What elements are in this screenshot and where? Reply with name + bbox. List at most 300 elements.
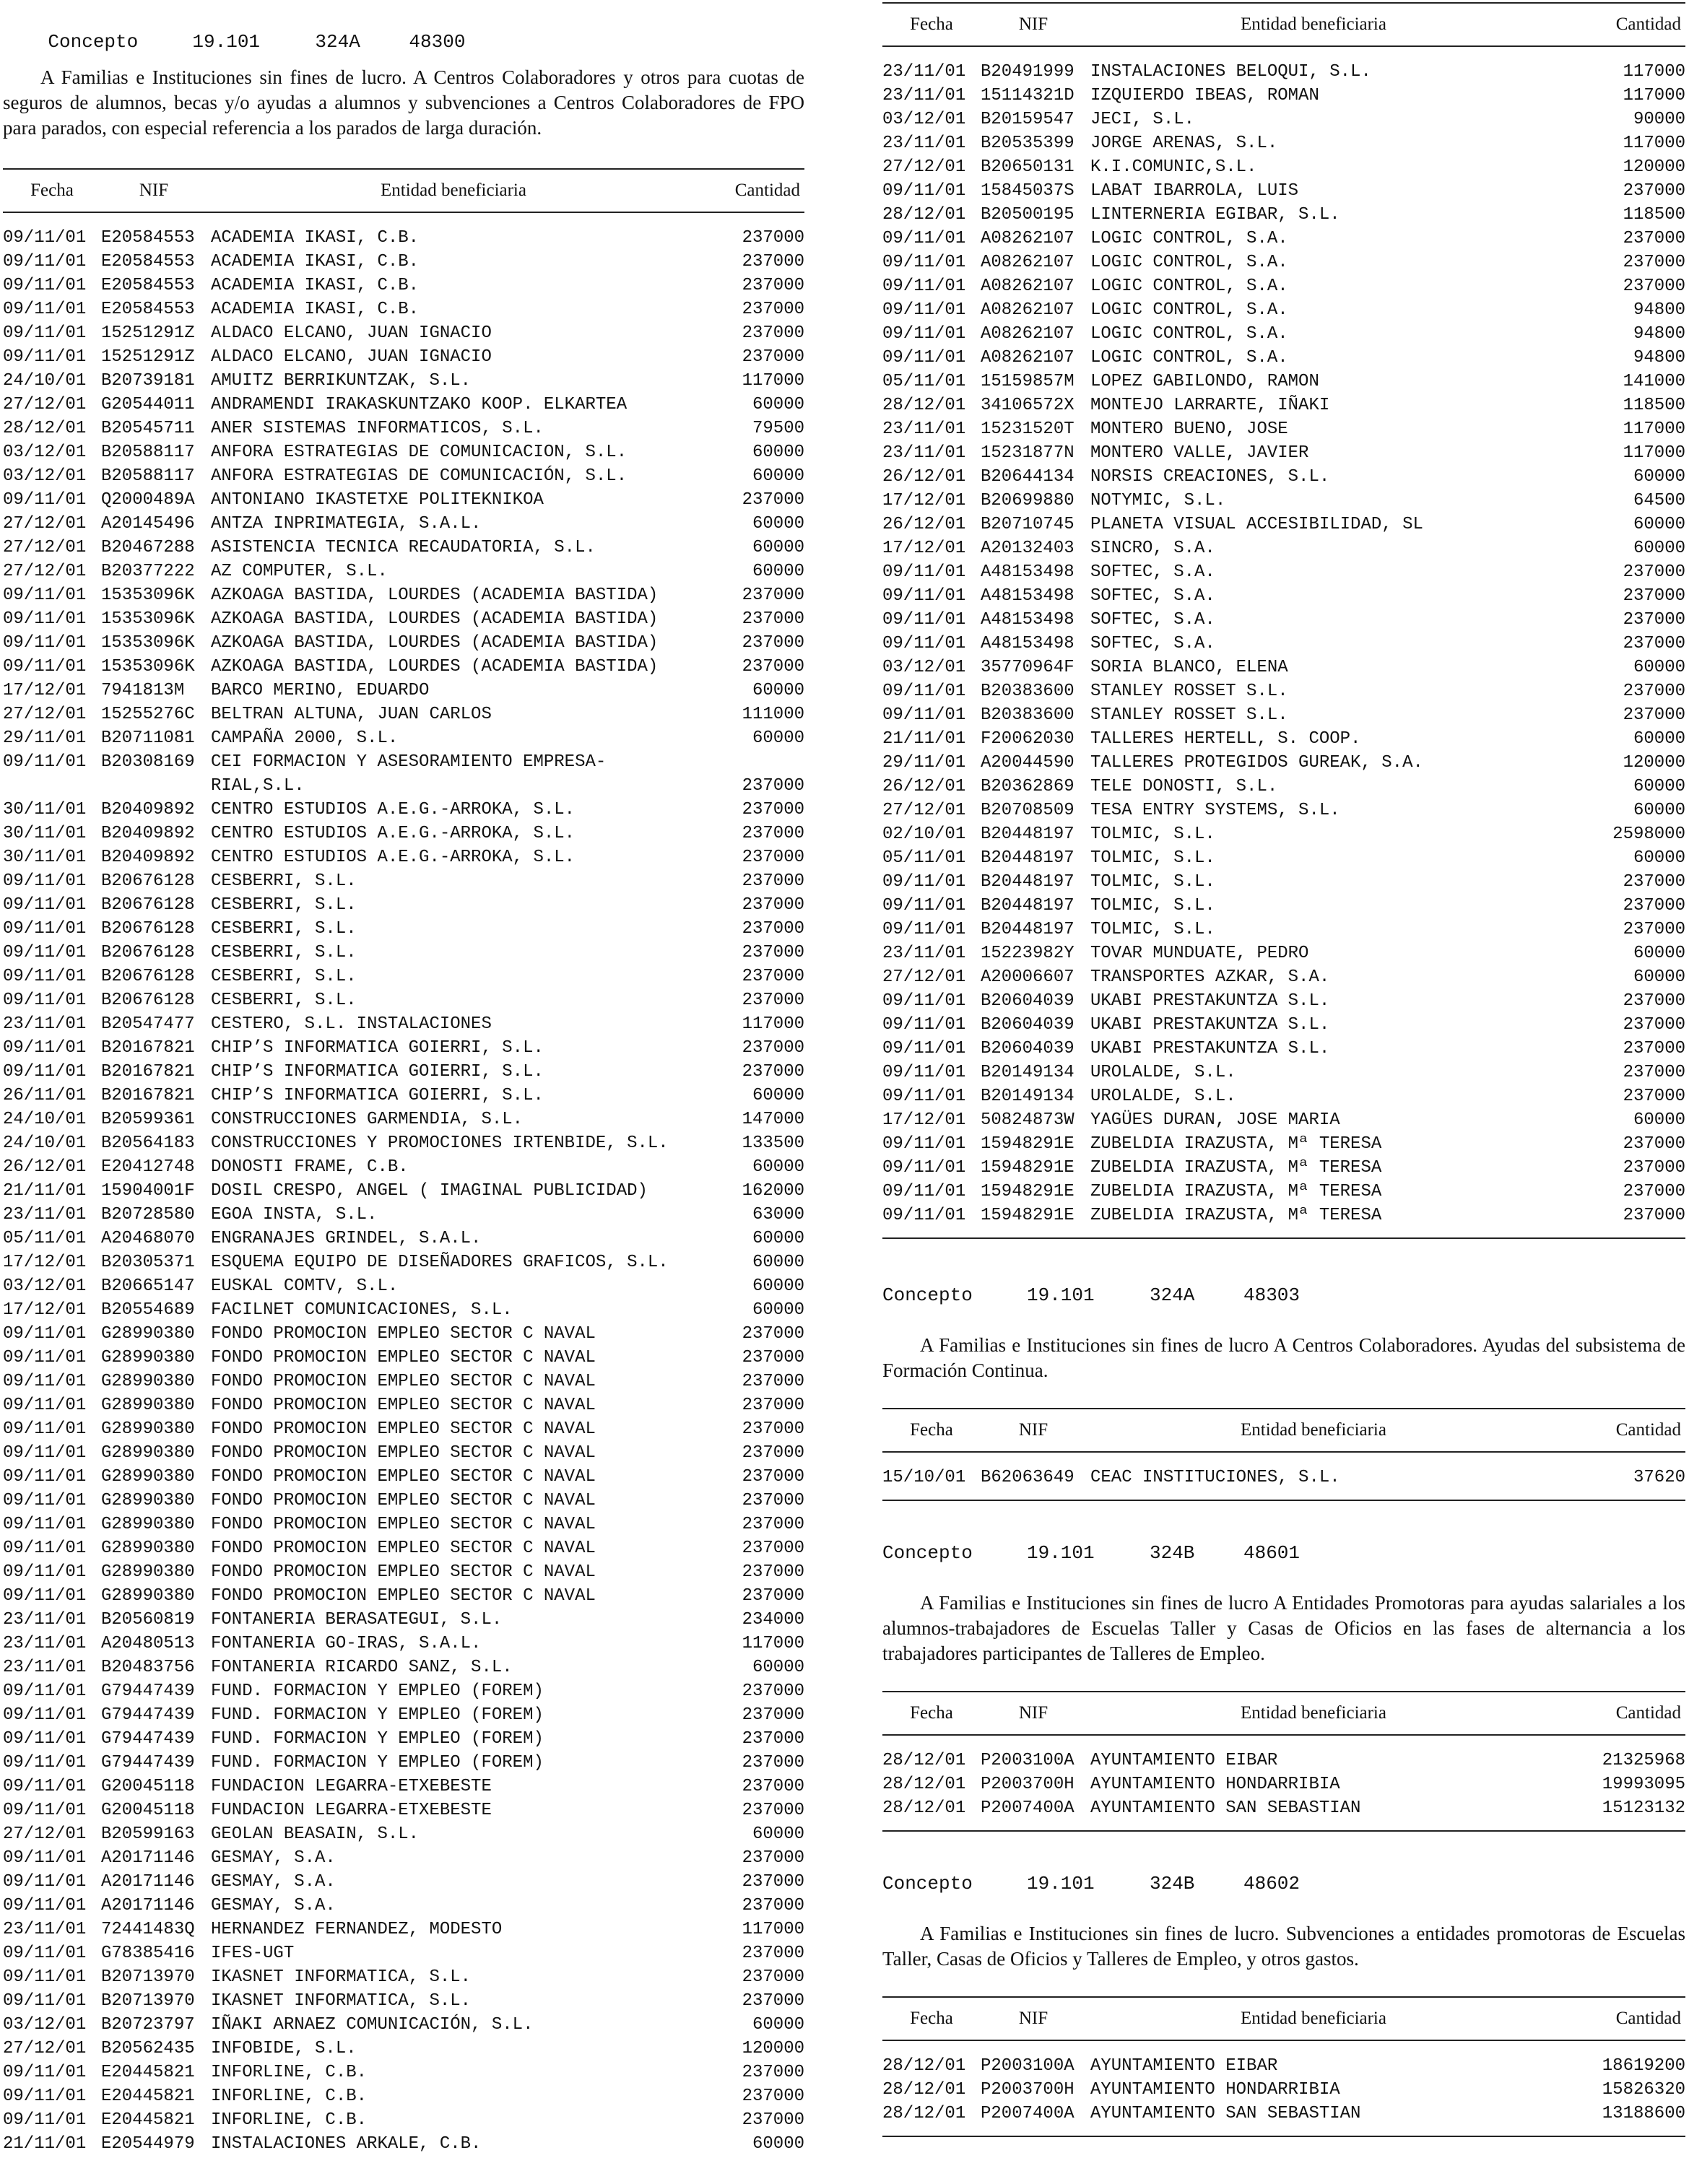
row-nif: B20167821 [101,1038,195,1058]
row-entidad: CAMPAÑA 2000, S.L. [211,728,399,748]
header-cantidad: Cantidad [1541,1692,1685,1735]
table-row [882,1037,1685,1061]
row-nif: A48153498 [981,634,1074,653]
row-entidad: INSTALACIONES BELOQUI, S.L. [1090,62,1371,82]
row-fecha: 30/11/01 [3,800,87,819]
row-fecha: 09/11/01 [3,323,87,343]
concepto-label: Concepto [882,1873,973,1894]
table-row [3,440,804,464]
row-entidad: CESBERRI, S.L. [211,967,357,986]
row-nif: P2003100A [981,1751,1074,1770]
row-fecha: 09/11/01 [3,1872,87,1892]
row-fecha: 26/12/01 [3,1157,87,1177]
row-entidad: YAGÜES DURAN, JOSE MARIA [1090,1110,1340,1130]
table-row [882,608,1685,632]
row-cantidad: 237000 [742,1896,804,1915]
row-nif: B20167821 [101,1062,195,1082]
table-row [3,726,804,750]
row-nif: E20544979 [101,2134,195,2154]
row-cantidad: 60000 [752,1253,804,1272]
row-cantidad: 60000 [1633,515,1685,534]
row-nif: G28990380 [101,1562,195,1582]
header-nif: NIF [981,3,1086,46]
row-nif: B20448197 [981,848,1074,868]
table-row [3,1656,804,1679]
row-fecha: 09/11/01 [3,347,87,367]
row-cantidad: 237000 [742,1467,804,1487]
table-row [3,1584,804,1608]
row-cantidad: 237000 [742,1777,804,1796]
row-entidad: IZQUIERDO IBEAS, ROMAN [1090,86,1319,105]
row-nif: B20305371 [101,1253,195,1272]
row-cantidad: 60000 [752,1229,804,1248]
row-entidad: MONTERO VALLE, JAVIER [1090,443,1309,463]
table-row [3,1703,804,1727]
row-cantidad: 15826320 [1602,2080,1685,2100]
row-cantidad: 237000 [742,1705,804,1725]
row-entidad: FONDO PROMOCION EMPLEO SECTOR C NAVAL [211,1324,596,1344]
row-nif: B20545711 [101,419,195,438]
row-nif: G79447439 [101,1753,195,1772]
row-nif: B20711081 [101,728,195,748]
row-cantidad: 237000 [742,943,804,962]
row-fecha: 23/11/01 [882,443,966,463]
row-cantidad: 237000 [742,2110,804,2130]
row-nif: G28990380 [101,1419,195,1439]
table-header-row [882,1692,1685,1735]
table-row [3,1989,804,2013]
row-cantidad: 237000 [742,1396,804,1415]
table-row [882,1452,1685,1489]
row-cantidad: 60000 [1633,944,1685,963]
row-cantidad: 237000 [742,1681,804,1701]
table-row [3,464,804,488]
row-fecha: 09/11/01 [3,871,87,891]
row-entidad-line2: RIAL,S.L. [211,776,305,796]
row-cantidad: 237000 [742,824,804,843]
row-fecha: 09/11/01 [3,1348,87,1367]
row-nif: E20584553 [101,228,195,248]
row-cantidad: 237000 [742,1753,804,1772]
row-entidad: TOLMIC, S.L. [1090,920,1215,939]
row-cantidad: 117000 [742,1014,804,1034]
row-cantidad: 147000 [742,1110,804,1129]
row-entidad: LOGIC CONTROL, S.A. [1090,348,1288,367]
row-nif: B20676128 [101,991,195,1010]
row-cantidad: 237000 [742,1967,804,1987]
table-row [3,1894,804,1918]
row-entidad: SOFTEC, S.A. [1090,562,1215,582]
row-cantidad: 237000 [742,800,804,819]
table-row [882,1772,1685,1796]
row-fecha: 29/11/01 [882,753,966,773]
row-cantidad: 237000 [742,657,804,676]
row-cantidad: 237000 [1623,872,1685,892]
row-fecha: 28/12/01 [882,396,966,415]
row-cantidad: 237000 [742,1539,804,1558]
row-entidad: FUND. FORMACION Y EMPLEO (FOREM) [211,1681,544,1701]
row-cantidad: 237000 [742,1348,804,1367]
row-nif: G28990380 [101,1586,195,1606]
table-header-row [3,169,804,212]
row-entidad: FONDO PROMOCION EMPLEO SECTOR C NAVAL [211,1586,596,1606]
beneficiary-table [882,1996,1685,2126]
row-nif: E20445821 [101,2087,195,2106]
row-fecha: 09/11/01 [3,2110,87,2130]
row-entidad: CESBERRI, S.L. [211,895,357,915]
row-nif: G28990380 [101,1515,195,1534]
row-fecha: 23/11/01 [3,1014,87,1034]
header-entidad: Entidad beneficiaria [1086,1409,1541,1452]
row-cantidad: 237000 [742,276,804,295]
table-row [3,845,804,869]
row-cantidad: 79500 [752,419,804,438]
table-end-rule [882,1820,1685,1832]
row-nif: A20171146 [101,1848,195,1868]
row-fecha: 27/12/01 [882,157,966,177]
row-fecha: 17/12/01 [882,539,966,558]
row-fecha: 23/11/01 [882,134,966,153]
row-fecha: 09/11/01 [3,1062,87,1082]
row-fecha: 09/11/01 [3,1896,87,1915]
table-row [882,465,1685,489]
row-nif: 15353096K [101,633,195,653]
table-row [882,108,1685,131]
row-nif: B20710745 [981,515,1074,534]
row-fecha: 09/11/01 [3,1967,87,1987]
row-entidad: EGOA INSTA, S.L. [211,1205,378,1224]
row-cantidad: 60000 [1633,801,1685,820]
table-end-rule [882,1227,1685,1239]
row-cantidad: 162000 [742,1181,804,1201]
row-entidad: ZUBELDIA IRAZUSTA, Mª TERESA [1090,1206,1382,1225]
row-cantidad: 18619200 [1602,2056,1685,2076]
table-row [3,369,804,393]
row-entidad: FONDO PROMOCION EMPLEO SECTOR C NAVAL [211,1348,596,1367]
table-row [3,512,804,536]
row-entidad: INFOBIDE, S.L. [211,2039,357,2058]
row-nif: B20554689 [101,1300,195,1320]
row-cantidad: 237000 [1623,1182,1685,1201]
table-row [3,345,804,369]
row-cantidad: 94800 [1633,324,1685,344]
row-entidad: CESBERRI, S.L. [211,991,357,1010]
row-nif: 15255276C [101,705,195,724]
row-nif: B20699880 [981,491,1074,510]
row-cantidad: 90000 [1633,110,1685,129]
row-nif: B20588117 [101,466,195,486]
row-nif: 15231877N [981,443,1074,463]
row-entidad: LABAT IBARROLA, LUIS [1090,181,1299,201]
table-row [3,941,804,965]
row-fecha: 09/11/01 [3,657,87,676]
row-nif: 15231520T [981,419,1074,439]
row-fecha: 17/12/01 [882,1110,966,1130]
row-entidad: ACADEMIA IKASI, C.B. [211,276,420,295]
row-nif: A20468070 [101,1229,195,1248]
table-row [3,631,804,655]
row-fecha: 24/10/01 [3,1110,87,1129]
beneficiary-table [3,168,804,2156]
row-fecha: 27/12/01 [3,705,87,724]
row-cantidad: 60000 [752,395,804,414]
row-nif: A48153498 [981,610,1074,630]
row-entidad: SORIA BLANCO, ELENA [1090,658,1288,677]
row-nif: G20544011 [101,395,195,414]
row-nif: 15904001F [101,1181,195,1201]
row-cantidad: 60000 [1633,729,1685,749]
header-entidad: Entidad beneficiaria [1086,1692,1541,1735]
table-row [882,846,1685,870]
row-cantidad: 60000 [1633,1110,1685,1130]
header-fecha: Fecha [882,1409,981,1452]
row-entidad: AZ COMPUTER, S.L. [211,562,388,581]
row-entidad: DOSIL CRESPO, ANGEL ( IMAGINAL PUBLICIDAD) [211,1181,648,1201]
row-nif: 15948291E [981,1134,1074,1154]
concepto-label: Concepto [882,1284,973,1306]
table-header-row [882,3,1685,46]
row-fecha: 15/10/01 [882,1468,966,1487]
row-cantidad: 237000 [742,1944,804,1963]
row-entidad: AYUNTAMIENTO SAN SEBASTIAN [1090,2104,1361,2123]
row-cantidad: 237000 [742,991,804,1010]
row-entidad: TOLMIC, S.L. [1090,848,1215,868]
row-nif: 15353096K [101,657,195,676]
row-nif: E20584553 [101,252,195,271]
row-nif: 15251291Z [101,323,195,343]
row-entidad: TELE DONOSTI, S.L. [1090,777,1278,796]
row-cantidad: 237000 [742,228,804,248]
table-row [882,513,1685,536]
table-row [3,1679,804,1703]
table-row [882,775,1685,799]
row-fecha: 09/11/01 [882,1182,966,1201]
row-nif: E20584553 [101,276,195,295]
table-header-row [882,1409,1685,1452]
row-entidad: AZKOAGA BASTIDA, LOURDES (ACADEMIA BASTIDA) [211,586,659,605]
row-entidad: FONDO PROMOCION EMPLEO SECTOR C NAVAL [211,1396,596,1415]
row-entidad: ANFORA ESTRATEGIAS DE COMUNICACION, S.L. [211,443,628,462]
row-fecha: 09/11/01 [3,1586,87,1606]
row-nif: B20448197 [981,825,1074,844]
row-cantidad: 21325968 [1602,1751,1685,1770]
row-entidad: FONDO PROMOCION EMPLEO SECTOR C NAVAL [211,1443,596,1463]
row-cantidad: 237000 [742,848,804,867]
header-fecha: Fecha [882,1692,981,1735]
row-cantidad: 120000 [1623,157,1685,177]
row-cantidad: 60000 [752,1300,804,1320]
row-cantidad: 133500 [742,1134,804,1153]
row-entidad: UKABI PRESTAKUNTZA S.L. [1090,1015,1330,1035]
row-entidad: K.I.COMUNIC,S.L. [1090,157,1257,177]
row-cantidad: 120000 [1623,753,1685,773]
row-nif: 15948291E [981,1206,1074,1225]
row-fecha: 23/11/01 [3,1920,87,1939]
row-nif: 15353096K [101,609,195,629]
table-row [3,1417,804,1441]
row-fecha: 09/11/01 [3,609,87,629]
beneficiary-table [882,1408,1685,1489]
concepto-subcode: 48602 [1243,1873,1301,1894]
row-fecha: 03/12/01 [3,2015,87,2035]
row-nif: 15948291E [981,1158,1074,1178]
table-row [3,1322,804,1346]
row-entidad: INFORLINE, C.B. [211,2063,368,2082]
table-row [882,870,1685,894]
concepto-code: 19.101 [1027,1873,1095,1894]
row-nif: A20171146 [101,1896,195,1915]
row-cantidad: 120000 [742,2039,804,2058]
row-entidad: ZUBELDIA IRAZUSTA, Mª TERESA [1090,1158,1382,1178]
row-entidad: LOGIC CONTROL, S.A. [1090,253,1288,272]
row-fecha: 09/11/01 [882,1063,966,1082]
header-entidad: Entidad beneficiaria [1086,3,1541,46]
row-fecha: 09/11/01 [882,1039,966,1058]
table-row [3,2061,804,2084]
row-cantidad: 118500 [1623,396,1685,415]
row-entidad: UROLALDE, S.L. [1090,1087,1236,1106]
row-entidad: FUND. FORMACION Y EMPLEO (FOREM) [211,1753,544,1772]
row-entidad: FONTANERIA BERASATEGUI, S.L. [211,1610,503,1630]
table-row [3,869,804,893]
row-nif: P2007400A [981,1798,1074,1818]
table-row [3,1346,804,1370]
row-entidad: FONDO PROMOCION EMPLEO SECTOR C NAVAL [211,1419,596,1439]
row-entidad: NORSIS CREACIONES, S.L. [1090,467,1330,487]
row-entidad: CHIP’S INFORMATICA GOIERRI, S.L. [211,1062,544,1082]
row-fecha: 09/11/01 [882,324,966,344]
row-cantidad: 237000 [742,967,804,986]
row-cantidad: 237000 [742,1872,804,1892]
row-cantidad: 237000 [742,1419,804,1439]
table-row [3,488,804,512]
row-fecha: 09/11/01 [3,1991,87,2011]
row-nif: P2003100A [981,2056,1074,2076]
row-cantidad: 237000 [1623,229,1685,248]
table-row [3,1203,804,1227]
table-row [3,2132,804,2156]
row-fecha: 09/11/01 [3,1491,87,1510]
table-row [882,989,1685,1013]
row-cantidad: 60000 [752,562,804,581]
row-fecha: 17/12/01 [3,1300,87,1320]
row-fecha: 26/12/01 [882,515,966,534]
left-column [3,0,804,2156]
row-entidad: FONDO PROMOCION EMPLEO SECTOR C NAVAL [211,1372,596,1391]
row-nif: 35770964F [981,658,1074,677]
row-entidad: GESMAY, S.A. [211,1896,336,1915]
row-nif: P2003700H [981,1775,1074,1794]
table-row [882,179,1685,203]
row-cantidad: 237000 [742,490,804,510]
table-row [3,798,804,822]
row-cantidad: 60000 [752,681,804,700]
row-cantidad: 60000 [752,466,804,486]
row-entidad: CESBERRI, S.L. [211,943,357,962]
table-row [882,584,1685,608]
row-entidad: CHIP’S INFORMATICA GOIERRI, S.L. [211,1038,544,1058]
header-fecha: Fecha [3,169,101,212]
table-row [3,1632,804,1656]
row-nif: B20308169 [101,752,195,772]
row-cantidad: 141000 [1623,372,1685,391]
row-nif: B20713970 [101,1967,195,1987]
table-row [3,1298,804,1322]
row-cantidad: 237000 [1623,1134,1685,1154]
table-row [882,1796,1685,1820]
table-row [3,1012,804,1036]
header-nif: NIF [981,1409,1086,1452]
row-nif: A20171146 [101,1872,195,1892]
table-row [3,1941,804,1965]
table-row [3,1560,804,1584]
row-cantidad: 60000 [752,1157,804,1177]
row-entidad: ALDACO ELCANO, JUAN IGNACIO [211,323,492,343]
row-fecha: 28/12/01 [882,1798,966,1818]
row-fecha: 09/11/01 [3,1777,87,1796]
row-fecha: 26/12/01 [882,467,966,487]
row-nif: B20448197 [981,872,1074,892]
table-row [3,583,804,607]
row-entidad: EUSKAL COMTV, S.L. [211,1276,399,1296]
row-entidad: FUNDACION LEGARRA-ETXEBESTE [211,1777,492,1796]
row-cantidad: 117000 [1623,443,1685,463]
row-entidad: AYUNTAMIENTO HONDARRIBIA [1090,1775,1340,1794]
row-fecha: 27/12/01 [3,2039,87,2058]
table-row [882,84,1685,108]
row-cantidad: 237000 [1623,562,1685,582]
row-entidad: AZKOAGA BASTIDA, LOURDES (ACADEMIA BASTIDA) [211,657,659,676]
row-fecha: 29/11/01 [3,728,87,748]
row-fecha: 09/11/01 [3,490,87,510]
row-entidad: TOLMIC, S.L. [1090,896,1215,915]
row-nif: A08262107 [981,300,1074,320]
row-entidad: SOFTEC, S.A. [1090,634,1215,653]
row-cantidad: 237000 [1623,991,1685,1011]
row-entidad: FONDO PROMOCION EMPLEO SECTOR C NAVAL [211,1539,596,1558]
table-row [882,46,1685,84]
row-cantidad: 60000 [752,728,804,748]
row-entidad: ANER SISTEMAS INFORMATICOS, S.L. [211,419,544,438]
row-nif: B20604039 [981,1015,1074,1035]
row-cantidad: 60000 [752,514,804,534]
row-entidad: UKABI PRESTAKUNTZA S.L. [1090,1039,1330,1058]
row-nif: 50824873W [981,1110,1074,1130]
row-cantidad: 60000 [752,2134,804,2154]
row-nif: B20409892 [101,848,195,867]
row-cantidad: 237000 [1623,1087,1685,1106]
row-cantidad: 237000 [742,2087,804,2106]
row-nif: B20604039 [981,1039,1074,1058]
row-fecha: 09/11/01 [3,1729,87,1749]
row-fecha: 09/11/01 [882,1015,966,1035]
row-cantidad: 117000 [1623,134,1685,153]
table-row [882,1108,1685,1132]
row-entidad: CENTRO ESTUDIOS A.E.G.-ARROKA, S.L. [211,848,576,867]
table-row [3,393,804,417]
row-cantidad: 60000 [752,2015,804,2035]
row-fecha: 28/12/01 [882,2056,966,2076]
row-nif: B20676128 [101,943,195,962]
row-cantidad: 237000 [742,633,804,653]
row-nif: G79447439 [101,1729,195,1749]
table-row [882,393,1685,417]
row-entidad: CENTRO ESTUDIOS A.E.G.-ARROKA, S.L. [211,824,576,843]
row-cantidad: 237000 [1623,1015,1685,1035]
table-row [3,1918,804,1941]
concepto-code: 19.101 [1027,1542,1095,1564]
row-entidad: STANLEY ROSSET S.L. [1090,682,1288,701]
